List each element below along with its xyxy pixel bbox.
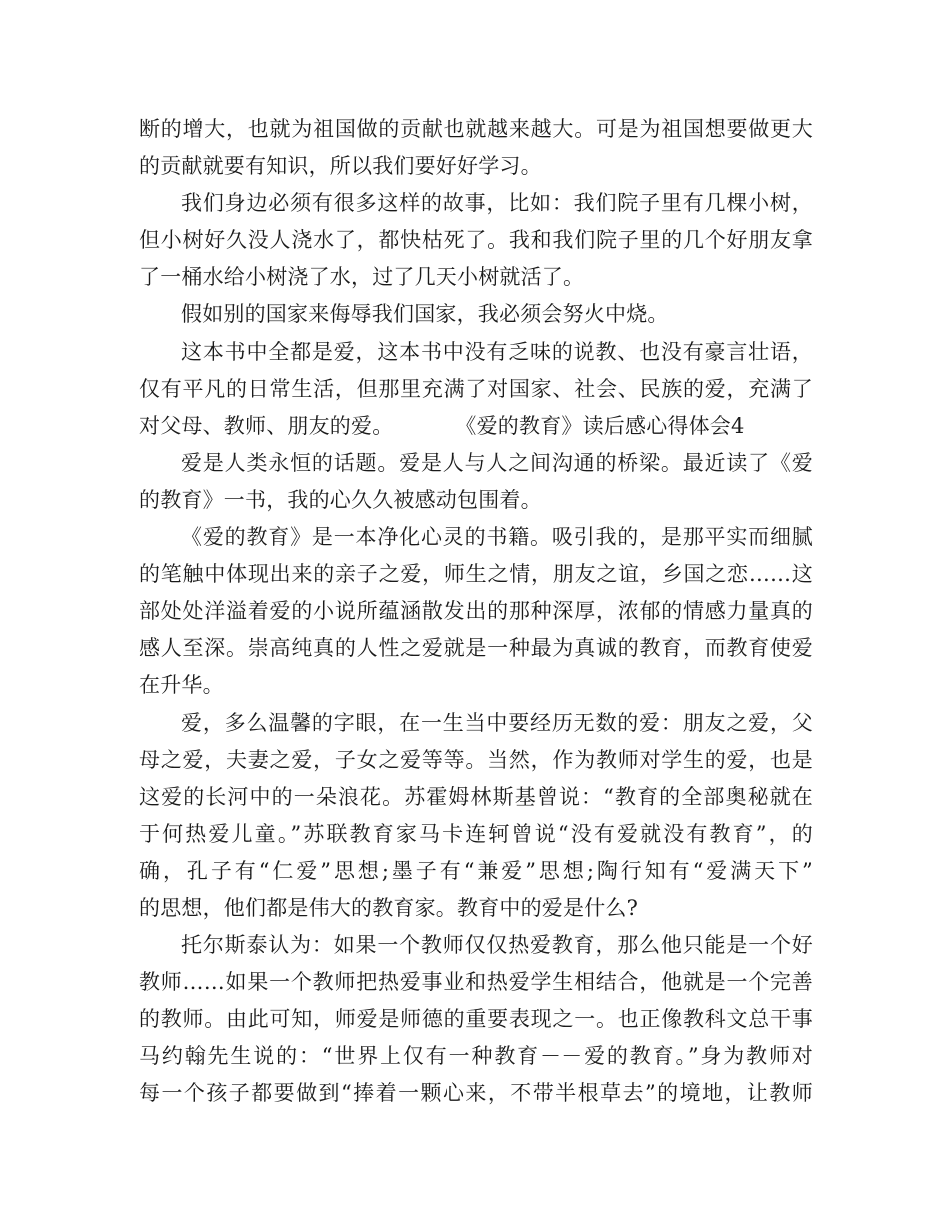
paragraph-text: 了一桶水给小树浇了水，过了几天小树就活了。 xyxy=(139,265,585,290)
paragraph-text: 这本书中全都是爱，这本书中没有乏味的说教、也没有豪言壮语， xyxy=(181,339,813,364)
paragraph-text: 仅有平凡的日常生活，但那里充满了对国家、社会、民族的爱，充满了 xyxy=(139,376,813,401)
paragraph-text: 但小树好久没人浇水了，都快枯死了。我和我们院子里的几个好朋友拿 xyxy=(139,228,813,253)
text-line xyxy=(139,222,813,259)
paragraph-text: 爱，多么温馨的字眼，在一生当中要经历无数的爱：朋友之爱，父 xyxy=(181,710,813,735)
paragraph-text: 的教育》一书，我的心久久被感动包围着。 xyxy=(139,487,542,512)
text-line xyxy=(139,853,813,890)
paragraph-text: 这爱的长河中的一朵浪花。苏霍姆林斯基曾说：“教育的全部奥秘就在 xyxy=(139,784,813,809)
paragraph-text: 感人至深。崇高纯真的人性之爱就是一种最为真诚的教育，而教育使爱 xyxy=(139,636,813,661)
text-line xyxy=(139,408,813,445)
text-line xyxy=(139,705,813,742)
text-line xyxy=(139,890,813,927)
paragraph-text: 确，孔子有“仁爱”思想;墨子有“兼爱”思想;陶行知有“爱满天下” xyxy=(139,858,813,883)
text-line xyxy=(139,259,813,296)
text-line xyxy=(139,296,813,333)
text-line xyxy=(139,371,813,408)
paragraph-text: 托尔斯泰认为：如果一个教师仅仅热爱教育，那么他只能是一个好 xyxy=(181,933,813,958)
paragraph-text: 的贡献就要有知识，所以我们要好好学习。 xyxy=(139,154,542,179)
paragraph-text: 《爱的教育》是一本净化心灵的书籍。吸引我的，是那平实而细腻 xyxy=(181,525,813,550)
text-line xyxy=(139,927,813,964)
text-line xyxy=(139,334,813,371)
text-line xyxy=(139,964,813,1001)
paragraph-text: 每一个孩子都要做到“捧着一颗心来，不带半根草去”的境地，让教师 xyxy=(139,1081,813,1106)
text-line xyxy=(139,593,813,630)
paragraph-text: 在升华。 xyxy=(139,673,224,698)
text-line xyxy=(139,779,813,816)
paragraph-text: 断的增大，也就为祖国做的贡献也就越来越大。可是为祖国想要做更大 xyxy=(139,117,813,141)
paragraph-text: 我们身边必须有很多这样的故事，比如：我们院子里有几棵小树， xyxy=(181,191,813,216)
text-line xyxy=(139,482,813,519)
document-body xyxy=(139,111,813,1113)
section-heading: 《爱的教育》读后感心得体会4 xyxy=(455,413,745,438)
paragraph-text: 的笔触中体现出来的亲子之爱，师生之情，朋友之谊，乡国之恋……这 xyxy=(139,562,813,587)
text-line xyxy=(139,742,813,779)
paragraph-text: 的思想，他们都是伟大的教育家。教育中的爱是什么? xyxy=(139,895,639,920)
paragraph-text: 爱是人类永恒的话题。爱是人与人之间沟通的桥梁。最近读了《爱 xyxy=(181,450,813,475)
text-line xyxy=(139,1038,813,1075)
paragraph-text: 马约翰先生说的：“世界上仅有一种教育－－爱的教育。”身为教师对 xyxy=(139,1044,813,1069)
text-line xyxy=(139,519,813,556)
text-line xyxy=(139,630,813,667)
text-line xyxy=(139,556,813,593)
paragraph-text: 于何热爱儿童。”苏联教育家马卡连轲曾说“没有爱就没有教育”，的 xyxy=(139,821,813,846)
text-line xyxy=(139,148,813,185)
text-line xyxy=(139,816,813,853)
text-line xyxy=(139,445,813,482)
paragraph-text: 的教师。由此可知，师爱是师德的重要表现之一。也正像教科文总干事 xyxy=(139,1007,813,1032)
text-line xyxy=(139,1001,813,1038)
text-line xyxy=(139,1075,813,1112)
paragraph-text: 教师……如果一个教师把热爱事业和热爱学生相结合，他就是一个完善 xyxy=(139,970,813,995)
text-line xyxy=(139,111,813,148)
text-line xyxy=(139,667,813,704)
paragraph-text: 对父母、教师、朋友的爱。 xyxy=(139,413,394,438)
text-line xyxy=(139,185,813,222)
paragraph-text: 假如别的国家来侮辱我们国家，我必须会努火中烧。 xyxy=(181,302,669,327)
paragraph-text: 部处处洋溢着爱的小说所蕴涵散发出的那种深厚，浓郁的情感力量真的 xyxy=(139,599,813,624)
paragraph-text: 母之爱，夫妻之爱，子女之爱等等。当然，作为教师对学生的爱，也是 xyxy=(139,747,813,772)
